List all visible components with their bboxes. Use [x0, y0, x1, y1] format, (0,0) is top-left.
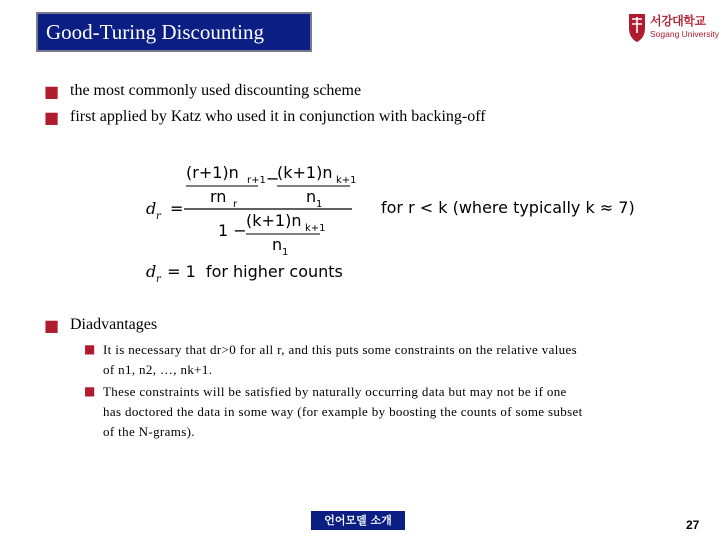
disadvantages-heading: Diadvantages — [70, 316, 158, 333]
formula-lower-den-sub: 1 — [282, 247, 289, 258]
formula-den-a: rn — [210, 187, 227, 206]
disadvantage-line: It is necessary that dr>0 for all r, and this puts some constraints on the relative values — [103, 342, 578, 357]
formula-condition: for r < k (where typically k ≈ 7) — [381, 198, 635, 217]
formula-lower-num-sub: k+1 — [305, 223, 326, 234]
formula-num-a: (r+1)n — [186, 163, 239, 182]
formula-den-b: n — [306, 187, 317, 206]
disadvantage-item — [103, 382, 673, 442]
formula-lower-den: n — [272, 235, 283, 254]
formula-second-rest: = 1 for higher counts — [162, 262, 343, 281]
formula-minus: − — [266, 169, 280, 188]
slide-title: Good-Turing Discounting — [36, 12, 312, 52]
university-name-korean: 서강대학교 — [650, 14, 706, 28]
square-bullet-icon: ■ — [44, 82, 60, 101]
formula-equals: = — [170, 199, 184, 218]
formula-second-lhs: d — [146, 262, 157, 281]
bullet-item: the most commonly used discounting scheme — [70, 82, 362, 99]
square-bullet-icon: ■ — [84, 342, 96, 356]
formula-lhs: d — [146, 199, 157, 218]
disadvantage-line: of the N-grams). — [103, 424, 195, 439]
footer-section-tag: 언어모델 소개 — [311, 511, 405, 530]
square-bullet-icon: ■ — [84, 384, 96, 398]
formula-second-lhs-sub: r — [156, 274, 161, 285]
formula-num-b: (k+1)n — [277, 163, 333, 182]
disadvantage-line: These constraints will be satisfied by naturally occurring data but may not be if one — [103, 384, 567, 399]
bullet-item: first applied by Katz who used it in conjunction with backing-off — [70, 108, 486, 125]
university-name-english: Sogang University — [650, 29, 719, 39]
disadvantage-line: of n1, n2, …, nk+1. — [103, 362, 213, 377]
disadvantage-item — [103, 340, 673, 380]
good-turing-formula — [140, 150, 640, 290]
formula-num-b-sub: k+1 — [336, 175, 357, 186]
formula-lower-one: 1 − — [218, 221, 247, 240]
disadvantage-line: has doctored the data in some way (for example by boosting the counts of some subset — [103, 404, 583, 419]
formula-den-b-sub: 1 — [316, 199, 323, 210]
formula-lower-num: (k+1)n — [246, 211, 302, 230]
square-bullet-icon: ■ — [44, 108, 60, 127]
square-bullet-icon: ■ — [44, 316, 60, 335]
formula-den-a-sub: r — [233, 199, 238, 210]
formula-num-a-sub: r+1 — [247, 175, 266, 186]
formula-lhs-sub: r — [156, 211, 161, 222]
page-number: 27 — [686, 518, 700, 532]
